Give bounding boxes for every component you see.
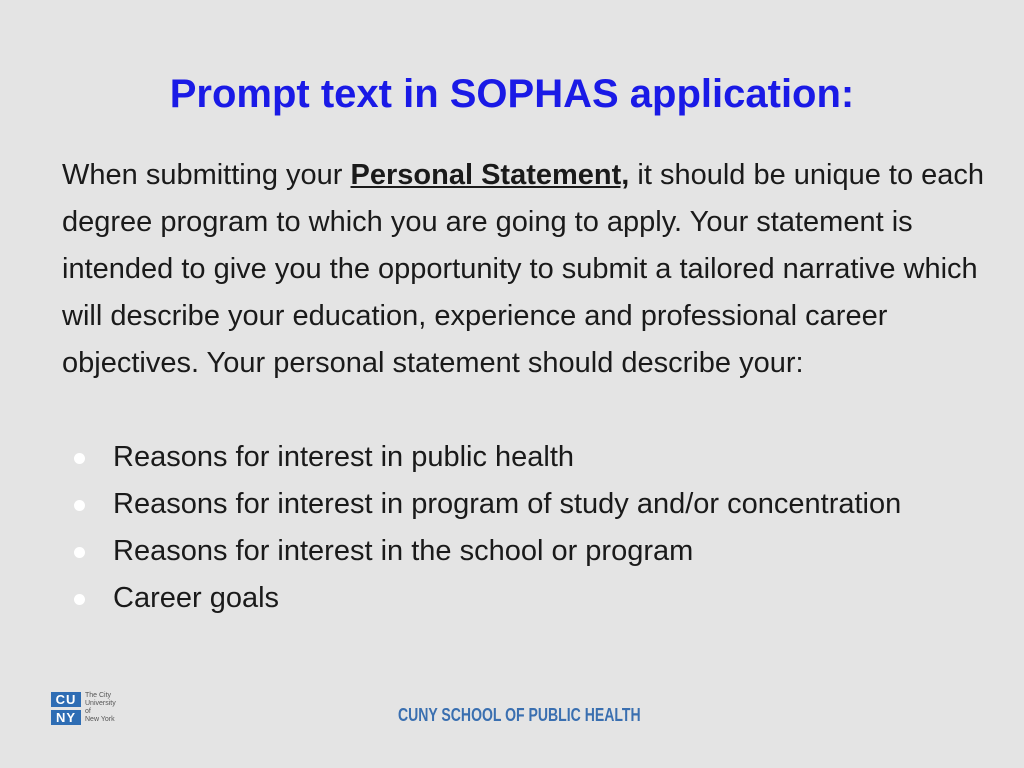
list-item-text: Reasons for interest in the school or program	[113, 535, 694, 567]
list-item	[62, 528, 1012, 575]
cuny-word: University	[85, 700, 116, 707]
cuny-wordmark	[85, 692, 125, 724]
bullet-dot-icon	[74, 500, 85, 511]
criteria-list	[62, 434, 1012, 622]
cuny-word: of	[85, 708, 91, 715]
list-item	[62, 481, 1012, 528]
paragraph-text-start: When submitting your	[62, 159, 351, 191]
intro-paragraph	[62, 152, 1002, 387]
cuny-mark-bottom: NY	[51, 710, 81, 725]
cuny-mark-icon	[51, 692, 81, 726]
bullet-dot-icon	[74, 547, 85, 558]
bullet-dot-icon	[74, 594, 85, 605]
list-item-text: Reasons for interest in public health	[113, 441, 575, 473]
cuny-word: New York	[85, 716, 115, 723]
cuny-word: The City	[85, 692, 112, 699]
bullet-dot-icon	[74, 453, 85, 464]
list-item	[62, 434, 1012, 481]
list-item-text: Reasons for interest in program of study and/or concentration	[113, 488, 902, 520]
list-item-text: Career goals	[113, 582, 280, 614]
cuny-logo	[51, 692, 121, 726]
school-name: CUNY SCHOOL OF PUBLIC HEALTH	[398, 705, 641, 725]
personal-statement-emphasis: Personal Statement,	[350, 159, 630, 191]
list-item	[62, 575, 1012, 622]
paragraph-text-end: it should be unique to each degree program to which you are going to apply. Your statement is intended to give you the opportunity to submit a tailored narrative which will describe your education, experience and professional career objectives. Your personal statement should describe your:	[62, 159, 985, 379]
slide-title: Prompt text in SOPHAS application:	[169, 72, 855, 116]
cuny-mark-top: CU	[51, 692, 81, 707]
